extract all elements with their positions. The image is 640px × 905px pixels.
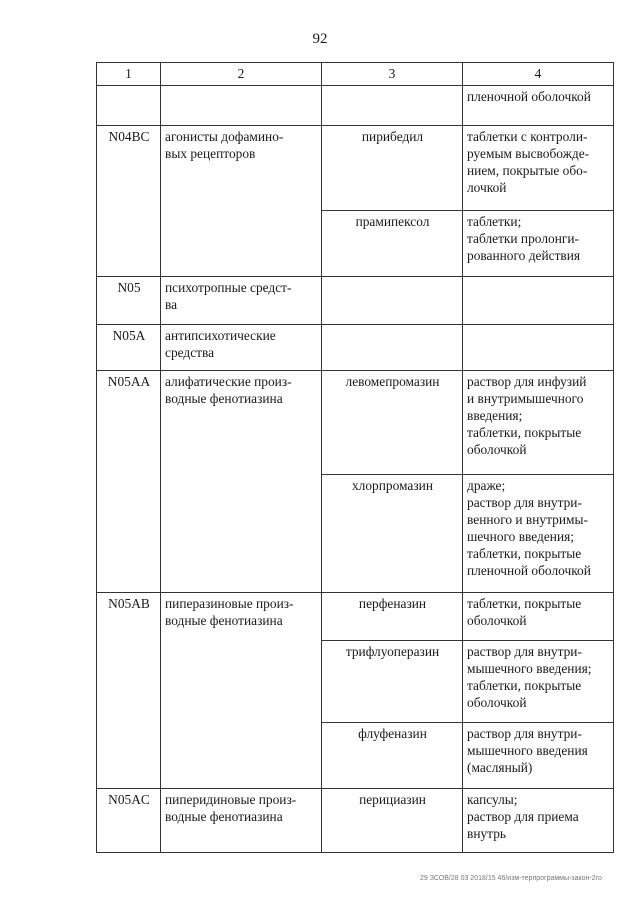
dosage-form-line: раствор для внутри- (467, 495, 582, 510)
dosage-form-line: оболочкой (467, 695, 527, 710)
dosage-form-line: драже; (467, 478, 506, 493)
header-cell: 4 (463, 63, 614, 86)
dosage-form-line: таблетки, покрытые (467, 596, 582, 611)
table-row (97, 325, 614, 371)
dosage-form-line: нием, покрытые обо- (467, 163, 588, 178)
dosage-form-line: таблетки; (467, 214, 522, 229)
drug-name-cell: прамипексол (322, 211, 463, 277)
table-header-row (97, 63, 614, 86)
drug-name-cell: трифлуоперазин (322, 641, 463, 723)
page-number: 92 (312, 31, 328, 47)
dosage-form-cell (463, 723, 614, 789)
dosage-form-cell (463, 641, 614, 723)
dosage-form-line: (масляный) (467, 760, 533, 775)
dosage-form-cell (463, 277, 614, 325)
dosage-form-line: венного и внутримы- (467, 512, 588, 527)
drug-name-cell: флуфеназин (322, 723, 463, 789)
dosage-form-cell (463, 325, 614, 371)
drug-name-cell: хлорпромазин (322, 475, 463, 593)
drug-name-cell: перфеназин (322, 593, 463, 641)
dosage-form-line: мышечного введения (467, 743, 588, 758)
dosage-form-line: руемым высвобожде- (467, 146, 590, 161)
group-cell (161, 86, 322, 126)
header-cell: 1 (97, 63, 161, 86)
table-row (97, 277, 614, 325)
dosage-form-line: раствор для внутри- (467, 644, 582, 659)
dosage-form-line: раствор для приема (467, 809, 579, 824)
dosage-form-line: капсулы; (467, 792, 518, 807)
dosage-form-line: раствор для внутри- (467, 726, 582, 741)
group-line: агонисты дофамино- (165, 129, 284, 144)
atc-code-cell: N05AB (97, 593, 161, 789)
group-cell (161, 789, 322, 853)
drug-name-cell (322, 325, 463, 371)
group-cell (161, 325, 322, 371)
group-line: алифатические произ- (165, 374, 292, 389)
table-row (97, 371, 614, 475)
dosage-form-line: лочкой (467, 180, 507, 195)
dosage-form-line: и внутримышечного (467, 391, 584, 406)
dosage-form-cell (463, 593, 614, 641)
table-row (97, 126, 614, 211)
dosage-form-line: пленочной оболочкой (467, 89, 591, 104)
dosage-form-line: внутрь (467, 826, 507, 841)
drug-name-cell (322, 277, 463, 325)
dosage-form-cell (463, 86, 614, 126)
drug-name-cell (322, 86, 463, 126)
dosage-form-line: рованного действия (467, 248, 581, 263)
group-line: водные фенотиазина (165, 391, 283, 406)
table-row (97, 593, 614, 641)
group-line: пиперидиновые произ- (165, 792, 297, 807)
dosage-form-line: таблетки пролонги- (467, 231, 579, 246)
atc-code-cell: N04BC (97, 126, 161, 277)
header-cell: 3 (322, 63, 463, 86)
group-cell (161, 371, 322, 593)
group-line: психотропные средст- (165, 280, 292, 295)
dosage-form-line: оболочкой (467, 613, 527, 628)
footer-file-stamp: 29 ЗСОВ/28 03 2018/15 46/изм-терпрограммы-закон-2го (420, 875, 602, 882)
table-row (97, 86, 614, 126)
group-line: средства (165, 345, 215, 360)
group-line: пиперазиновые произ- (165, 596, 294, 611)
header-cell: 2 (161, 63, 322, 86)
atc-code-cell: N05A (97, 325, 161, 371)
dosage-form-line: мышечного введения; (467, 661, 592, 676)
drug-name-cell: перициазин (322, 789, 463, 853)
group-line: водные фенотиазина (165, 809, 283, 824)
table-row (97, 789, 614, 853)
group-cell (161, 277, 322, 325)
group-line: антипсихотические (165, 328, 276, 343)
dosage-form-line: раствор для инфузий (467, 374, 587, 389)
group-cell (161, 126, 322, 277)
drug-table (96, 62, 614, 853)
atc-code-cell: N05AC (97, 789, 161, 853)
group-line: ва (165, 297, 178, 312)
dosage-form-cell (463, 789, 614, 853)
drug-name-cell: пирибедил (322, 126, 463, 211)
dosage-form-line: таблетки, покрытые (467, 546, 582, 561)
drug-name-cell: левомепромазин (322, 371, 463, 475)
dosage-form-line: введения; (467, 408, 523, 423)
group-cell (161, 593, 322, 789)
dosage-form-cell (463, 371, 614, 475)
dosage-form-cell (463, 211, 614, 277)
dosage-form-line: таблетки с контроли- (467, 129, 588, 144)
dosage-form-cell (463, 475, 614, 593)
dosage-form-line: оболочкой (467, 442, 527, 457)
atc-code-cell: N05AA (97, 371, 161, 593)
dosage-form-line: таблетки, покрытые (467, 425, 582, 440)
group-line: вых рецепторов (165, 146, 256, 161)
group-line: водные фенотиазина (165, 613, 283, 628)
dosage-form-cell (463, 126, 614, 211)
atc-code-cell: N05 (97, 277, 161, 325)
dosage-form-line: таблетки, покрытые (467, 678, 582, 693)
dosage-form-line: шечного введения; (467, 529, 575, 544)
dosage-form-line: пленочной оболочкой (467, 563, 591, 578)
atc-code-cell (97, 86, 161, 126)
